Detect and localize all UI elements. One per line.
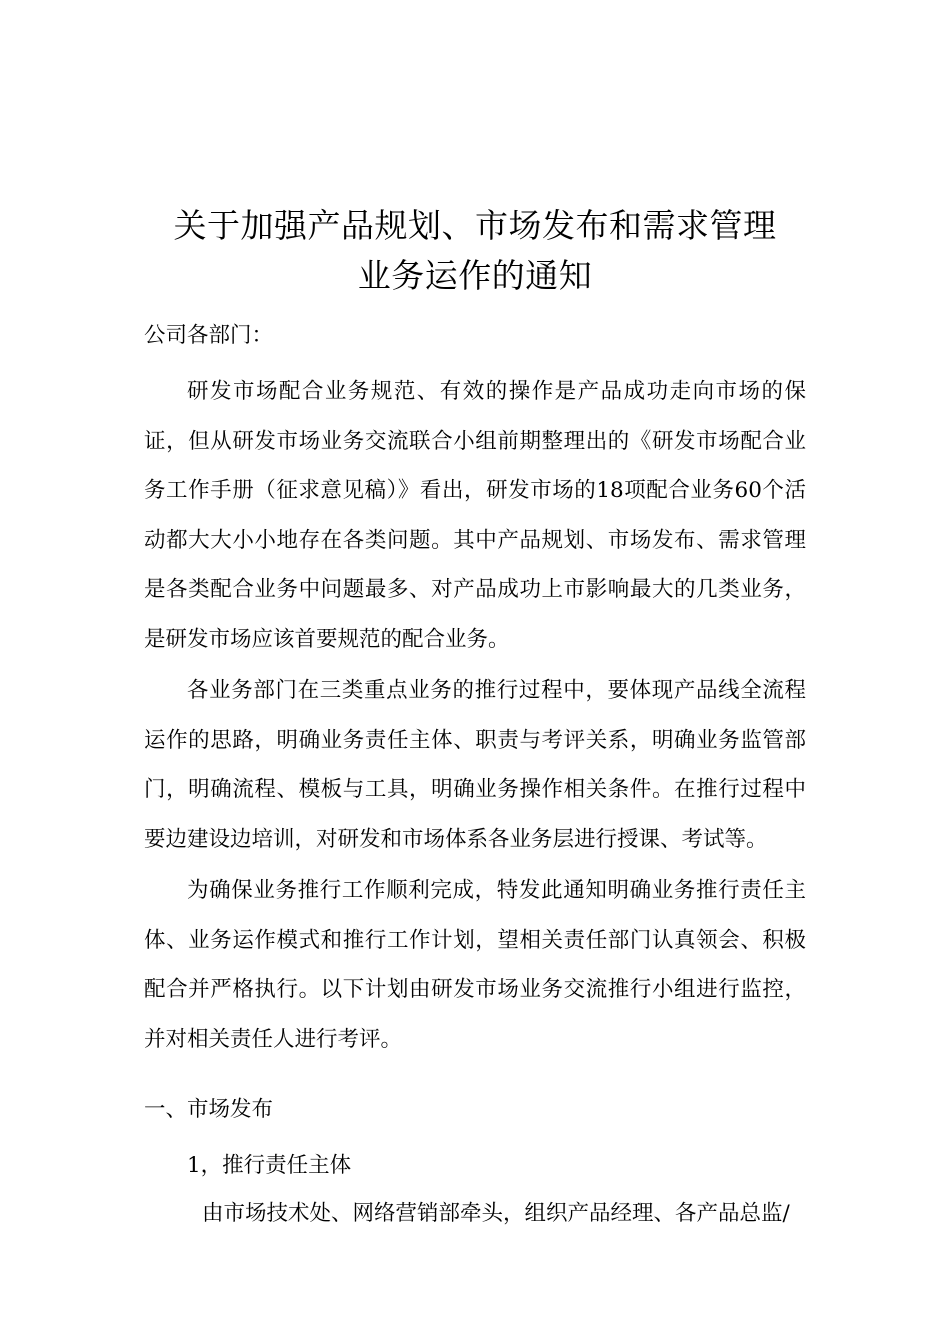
paragraph-3: 为确保业务推行工作顺利完成，特发此通知明确业务推行责任主体、业务运作模式和推行工作计划，望相关责任部门认真领会、积极配合并严格执行。以下计划由研发市场业务交流推行小组进行监控，并对相关责任人进行考评。 bbox=[144, 878, 806, 1052]
document-title-line-2: 业务运作的通知 bbox=[357, 256, 593, 295]
section-heading-market-release: 一、市场发布 bbox=[144, 1097, 274, 1122]
subsection-text: 由市场技术处、网络营销部牵头，组织产品经理、各产品总监/ bbox=[202, 1201, 790, 1226]
subsection-heading-responsible-party: 1，推行责任主体 bbox=[187, 1153, 352, 1178]
document-body bbox=[144, 318, 806, 1234]
paragraph-2: 各业务部门在三类重点业务的推行过程中，要体现产品线全流程运作的思路，明确业务责任主体、职责与考评关系，明确业务监管部门，明确流程、模板与工具，明确业务操作相关条件。在推行过程中要边建设边培训，对研发和市场体系各业务层进行授课、考试等。 bbox=[144, 678, 806, 852]
paragraph-1: 研发市场配合业务规范、有效的操作是产品成功走向市场的保证，但从研发市场业务交流联合小组前期整理出的《研发市场配合业务工作手册（征求意见稿）》看出，研发市场的18项配合业务60个活动都大大小小地存在各类问题。其中产品规划、市场发布、需求管理是各类配合业务中问题最多、对产品成功上市影响最大的几类业务，是研发市场应该首要规范的配合业务。 bbox=[144, 379, 806, 652]
document-title-line-1: 关于加强产品规划、市场发布和需求管理 bbox=[173, 206, 777, 245]
salutation: 公司各部门： bbox=[144, 323, 274, 348]
